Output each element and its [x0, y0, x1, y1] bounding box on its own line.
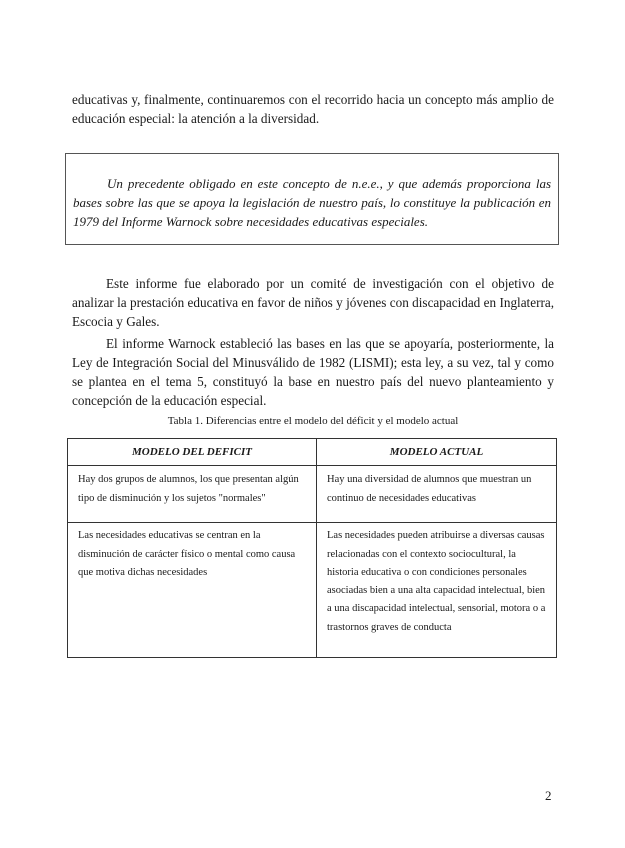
table-row: [68, 466, 557, 523]
intro-paragraph: educativas y, finalmente, continuaremos con el recorrido hacia un concepto más amplio de educación especial: la atención a la diversidad.: [72, 92, 554, 126]
table-caption: Tabla 1. Diferencias entre el modelo del déficit y el modelo actual: [167, 415, 459, 427]
quote-box: [65, 153, 559, 245]
table-cell: Las necesidades pueden atribuirse a diversas causas relacionadas con el contexto sociocultural, la historia educativa o con condiciones personales asociadas bien a una alta capacidad intelectual, bien a una discapacidad intelectual, sensorial, motora o a trastornos graves de conducta: [317, 523, 557, 658]
table-header-row: [68, 439, 557, 466]
table-cell: Hay una diversidad de alumnos que muestran un continuo de necesidades educativas: [317, 466, 557, 523]
body-paragraph-1: Este informe fue elaborado por un comité de investigación con el objetivo de analizar la prestación educativa en favor de niños y jóvenes con discapacidad en Inglaterra, Escocia y Gales.: [72, 276, 554, 329]
table-cell: Hay dos grupos de alumnos, los que presentan algún tipo de disminución y los sujetos "normales": [68, 466, 317, 523]
table-cell: Las necesidades educativas se centran en la disminución de carácter físico o mental como causa que motiva dichas necesidades: [68, 523, 317, 658]
quote-text: Un precedente obligado en este concepto de n.e.e., y que además proporciona las bases sobre las que se apoya la legislación de nuestro país, lo constituye la publicación en 1979 del Informe Warnock sobre necesidades educativas especiales.: [73, 176, 551, 229]
body-paragraph-2: El informe Warnock estableció las bases en las que se apoyaría, posteriormente, la Ley de Integración Social del Minusválido de 1982 (LISMI); esta ley, a su vez, tal y como se plantea en el tema 5, constituyó la base en nuestro país del nuevo planteamiento y concepción de la educación especial.: [72, 336, 554, 408]
header-current-model: MODELO ACTUAL: [317, 439, 557, 466]
header-deficit-model: MODELO DEL DEFICIT: [68, 439, 317, 466]
table-row: [68, 523, 557, 658]
comparison-table: [67, 438, 557, 658]
page-number: 2: [545, 788, 552, 803]
